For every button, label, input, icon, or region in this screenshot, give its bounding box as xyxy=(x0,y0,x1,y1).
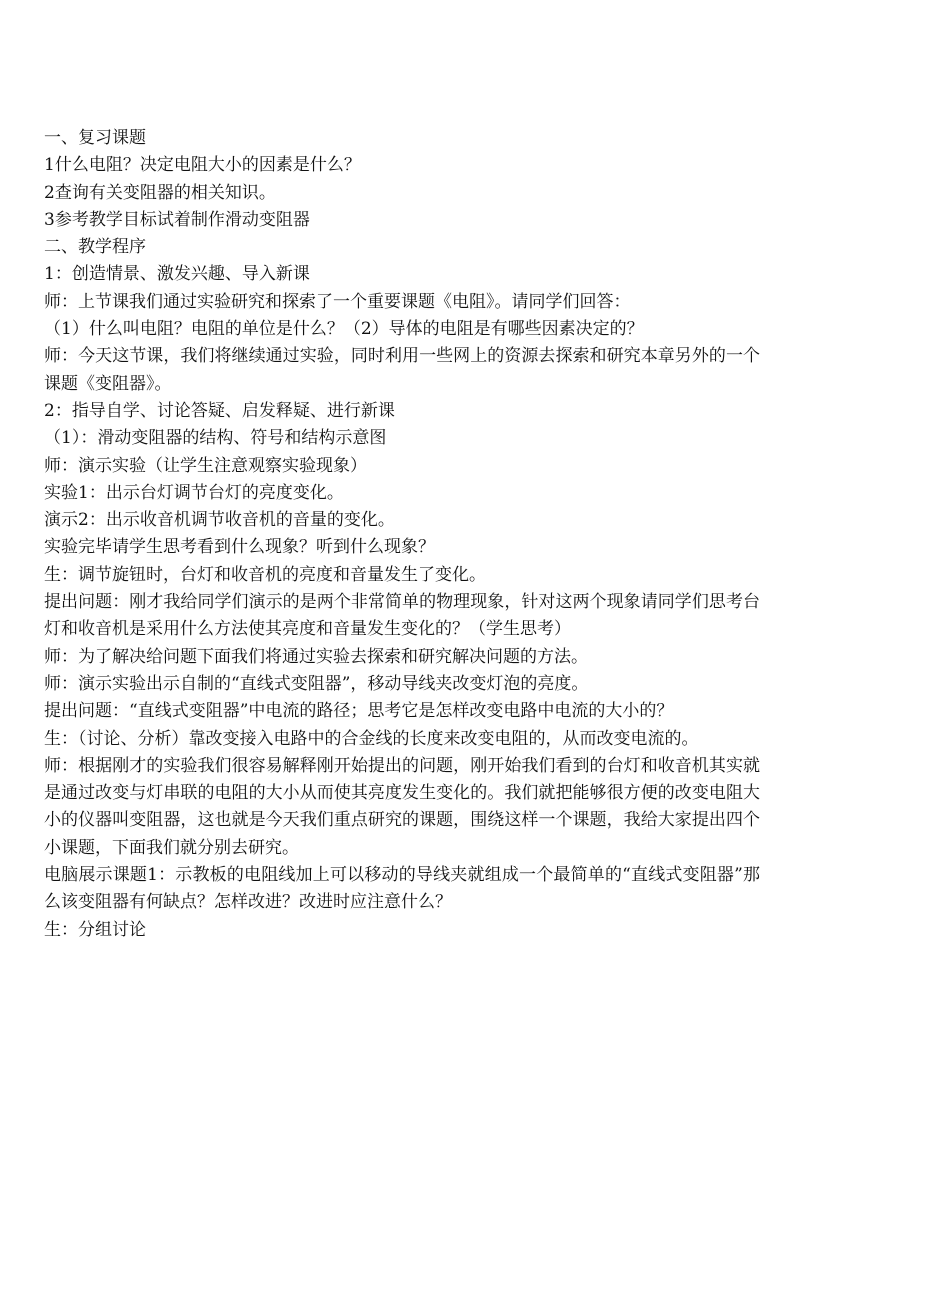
review-item-2: 2查询有关变阻器的相关知识。 xyxy=(44,182,276,203)
student-line-group-discussion: 生：分组讨论 xyxy=(44,919,146,940)
teacher-line-linear-rheostat: 师：演示实验出示自制的“直线式变阻器”，移动导线夹改变灯泡的亮度。 xyxy=(44,673,589,694)
post-experiment-question: 实验完毕请学生思考看到什么现象？听到什么现象？ xyxy=(44,537,435,558)
review-item-1: 1什么电阻？决定电阻大小的因素是什么？ xyxy=(44,155,361,176)
teacher-line-review: 师：上节课我们通过实验研究和探索了一个重要课题《电阻》。请同学们回答： xyxy=(44,291,631,312)
subtopic-1-heading: （1）：滑动变阻器的结构、符号和结构示意图 xyxy=(44,428,387,449)
question-raised-1: 提出问题：刚才我给同学们演示的是两个非常简单的物理现象，针对这两个现象请同学们思考台灯和收音机是采用什么方法使其亮度和音量发生变化的？（学生思考） xyxy=(44,592,760,640)
question-raised-2: 提出问题：“直线式变阻器”中电流的路径；思考它是怎样改变电路中电流的大小的？ xyxy=(44,701,674,722)
computer-topic-1: 电脑展示课题1：示教板的电阻线加上可以移动的导线夹就组成一个最简单的“直线式变阻器”那么该变阻器有何缺点？怎样改进？改进时应注意什么？ xyxy=(44,865,760,913)
review-item-3: 3参考教学目标试着制作滑动变阻器 xyxy=(44,209,310,230)
heading-teaching-procedure: 二、教学程序 xyxy=(44,237,146,258)
document-body xyxy=(44,125,760,944)
teacher-line-demo: 师：演示实验（让学生注意观察实验现象） xyxy=(44,455,367,476)
teacher-line-explanation: 师：根据刚才的实验我们很容易解释刚开始提出的问题，刚开始我们看到的台灯和收音机其实就是通过改变与灯串联的电阻的大小从而使其亮度发生变化的。我们就把能够很方便的改变电阻大小的仪器叫变阻器，这也就是今天我们重点研究的课题，围绕这样一个课题，我给大家提出四个小课题，下面我们就分别去研究。 xyxy=(44,755,760,858)
review-questions: （1）什么叫电阻？电阻的单位是什么？（2）导体的电阻是有哪些因素决定的？ xyxy=(44,319,644,340)
student-line-observation: 生：调节旋钮时，台灯和收音机的亮度和音量发生了变化。 xyxy=(44,564,486,585)
student-line-discussion: 生：（讨论、分析）靠改变接入电路中的合金线的长度来改变电阻的，从而改变电流的。 xyxy=(44,728,699,749)
step-2-heading: 2：指导自学、讨论答疑、启发释疑、进行新课 xyxy=(44,400,395,421)
demo-2: 演示2：出示收音机调节收音机的音量的变化。 xyxy=(44,510,395,531)
teacher-line-explore: 师：为了解决给问题下面我们将通过实验去探索和研究解决问题的方法。 xyxy=(44,646,588,667)
heading-review-topics: 一、复习课题 xyxy=(44,128,146,148)
step-1-heading: 1：创造情景、激发兴趣、导入新课 xyxy=(44,264,310,285)
teacher-line-intro: 师：今天这节课，我们将继续通过实验，同时利用一些网上的资源去探索和研究本章另外的一个课题《变阻器》。 xyxy=(44,346,760,394)
experiment-1: 实验1：出示台灯调节台灯的亮度变化。 xyxy=(44,482,344,503)
